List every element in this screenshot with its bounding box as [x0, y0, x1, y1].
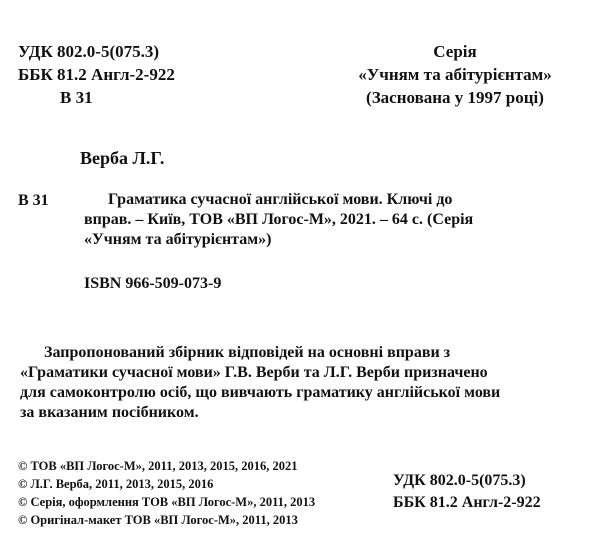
copyright-line: © Оригінал-макет ТОВ «ВП Логос-М», 2011, 2013 [18, 513, 298, 527]
copyright-block [18, 457, 315, 529]
abstract-line: для самоконтролю осіб, що вивчають граматику англійської мови [20, 384, 501, 401]
copyright-line: © ТОВ «ВП Логос-М», 2011, 2013, 2015, 2016, 2021 [18, 459, 298, 473]
abstract-line: за вказаним посібником. [20, 404, 199, 421]
copyright-line: © Л.Г. Верба, 2011, 2013, 2015, 2016 [18, 477, 214, 491]
series-name: «Учням та абітурієнтам» [358, 65, 552, 84]
isbn: ISBN 966-509-073-9 [84, 275, 222, 292]
abstract-line: Запропонований збірник відповідей на основні вправи з [44, 344, 451, 361]
footer-udk-code: УДК 802.0-5(075.3) [393, 472, 526, 489]
abstract-line: «Граматики сучасної мови» Г.В. Верби та Л.Г. Верби призначено [20, 364, 488, 381]
copyright-line: © Серія, оформлення ТОВ «ВП Логос-М», 2011, 2013 [18, 495, 316, 509]
description-line: Граматика сучасної англійської мови. Ключі до [108, 191, 453, 208]
description-line: вправ. – Київ, ТОВ «ВП Логос-М», 2021. – 64 с. (Серія [84, 211, 474, 228]
abstract [20, 343, 580, 423]
udk-code: УДК 802.0-5(075.3) [18, 42, 160, 61]
footer-bbk-code: ББК 81.2 Англ-2-922 [393, 494, 541, 511]
bibliographic-description [84, 190, 576, 250]
author-name: Верба Л.Г. [80, 148, 165, 168]
author-mark: В 31 [60, 88, 93, 107]
bbk-code: ББК 81.2 Англ-2-922 [18, 65, 175, 84]
entry-code: В 31 [18, 192, 49, 209]
series-founded: (Заснована у 1997 році) [366, 88, 544, 107]
description-line: «Учням та абітурієнтам») [84, 231, 272, 248]
series-label: Серія [433, 42, 477, 61]
